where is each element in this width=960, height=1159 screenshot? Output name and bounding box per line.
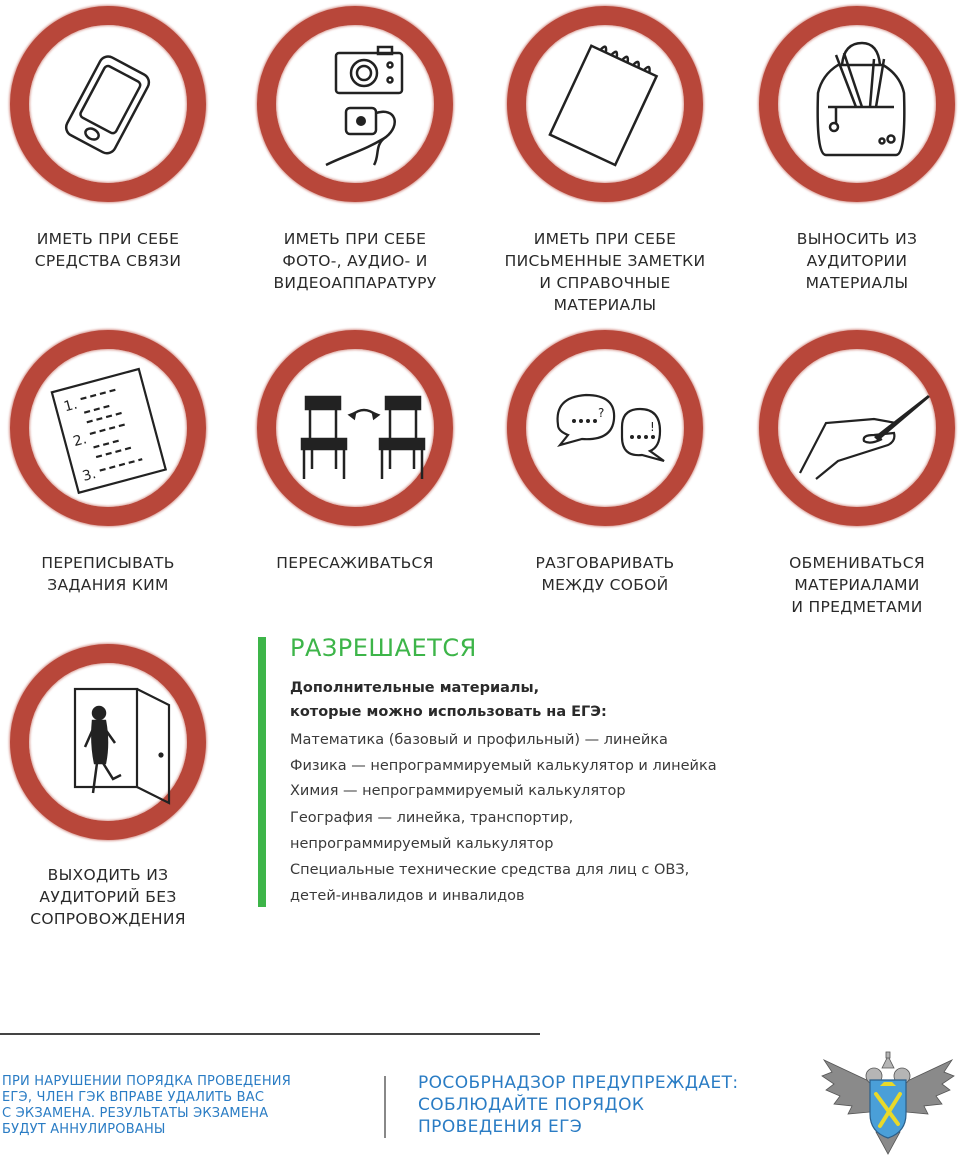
prohibited-label-talk: РАЗГОВАРИВАТЬ МЕЖДУ СОБОЙ [535, 554, 675, 594]
allowed-subtitle: Дополнительные материалы, которые можно использовать на ЕГЭ: [290, 680, 607, 720]
phone-icon [29, 25, 187, 183]
prohibited-label-phone: ИМЕТЬ ПРИ СЕБЕ СРЕДСТВА СВЯЗИ [34, 230, 182, 270]
allowed-item-chemistry: Химия — непрограммируемый калькулятор [290, 783, 626, 799]
prohibited-sign-bag [759, 6, 955, 202]
svg-text:3.: 3. [80, 465, 98, 485]
prohibited-sign-talk [507, 330, 703, 526]
svg-text:2.: 2. [71, 431, 89, 451]
prohibited-sign-camera [257, 6, 453, 202]
footer-slogan: РОСОБРНАДЗОР ПРЕДУПРЕЖДАЕТ: СОБЛЮДАЙТЕ ПОРЯДОК ПРОВЕДЕНИЯ ЕГЭ [418, 1073, 739, 1137]
chairs-swap-icon [276, 349, 434, 507]
prohibited-sign-notes [507, 6, 703, 202]
prohibited-label-exit: ВЫХОДИТЬ ИЗ АУДИТОРИЙ БЕЗ СОПРОВОЖДЕНИЯ [30, 866, 186, 928]
prohibited-label-seats: ПЕРЕСАЖИВАТЬСЯ [276, 554, 434, 572]
allowed-item-geography: География — линейка, транспортир, непрограммируемый калькулятор [290, 809, 574, 852]
svg-text:!: ! [650, 420, 655, 434]
allowed-item-math: Математика (базовый и профильный) — линейка [290, 732, 668, 748]
door-exit-icon [29, 663, 187, 821]
footer-divider-line [0, 1033, 540, 1035]
svg-text:1.: 1. [62, 396, 80, 416]
svg-text:?: ? [598, 406, 605, 420]
prohibited-label-copy: ПЕРЕПИСЫВАТЬ ЗАДАНИЯ КИМ [41, 554, 175, 594]
rosobrnadzor-emblem-icon [818, 1050, 958, 1155]
prohibited-sign-seats [257, 330, 453, 526]
footer-vertical-divider [384, 1076, 386, 1138]
task-sheet-icon [29, 349, 187, 507]
allowed-title: РАЗРЕШАЕТСЯ [290, 634, 477, 662]
prohibited-label-camera: ИМЕТЬ ПРИ СЕБЕ ФОТО-, АУДИО- И ВИДЕОАППАРАТУРУ [273, 230, 437, 292]
speech-bubbles-icon [526, 349, 684, 507]
bag-icon [778, 25, 936, 183]
allowed-item-special-means: Специальные технические средства для лиц с ОВЗ, детей-инвалидов и инвалидов [290, 861, 690, 904]
prohibited-sign-phone [10, 6, 206, 202]
camera-audio-icon [276, 25, 434, 183]
hand-pen-icon [778, 349, 936, 507]
prohibited-label-bag: ВЫНОСИТЬ ИЗ АУДИТОРИИ МАТЕРИАЛЫ [796, 230, 918, 292]
footer-warning: ПРИ НАРУШЕНИИ ПОРЯДКА ПРОВЕДЕНИЯ ЕГЭ, ЧЛЕН ГЭК ВПРАВЕ УДАЛИТЬ ВАС С ЭКЗАМЕНА. РЕЗУЛЬТАТЫ ЭКЗАМЕНА БУДУТ АННУЛИРОВАНЫ [2, 1074, 291, 1137]
allowed-item-physics: Физика — непрограммируемый калькулятор и линейка [290, 757, 717, 774]
allowed-accent-bar [258, 637, 266, 907]
allowed-list [290, 728, 717, 909]
prohibited-sign-exit [10, 644, 206, 840]
prohibited-label-exchange: ОБМЕНИВАТЬСЯ МАТЕРИАЛАМИ И ПРЕДМЕТАМИ [789, 554, 925, 616]
notepad-icon [526, 25, 684, 183]
prohibited-sign-exchange [759, 330, 955, 526]
prohibited-sign-copy [10, 330, 206, 526]
prohibited-label-notes: ИМЕТЬ ПРИ СЕБЕ ПИСЬМЕННЫЕ ЗАМЕТКИ И СПРАВОЧНЫЕ МАТЕРИАЛЫ [504, 230, 706, 314]
